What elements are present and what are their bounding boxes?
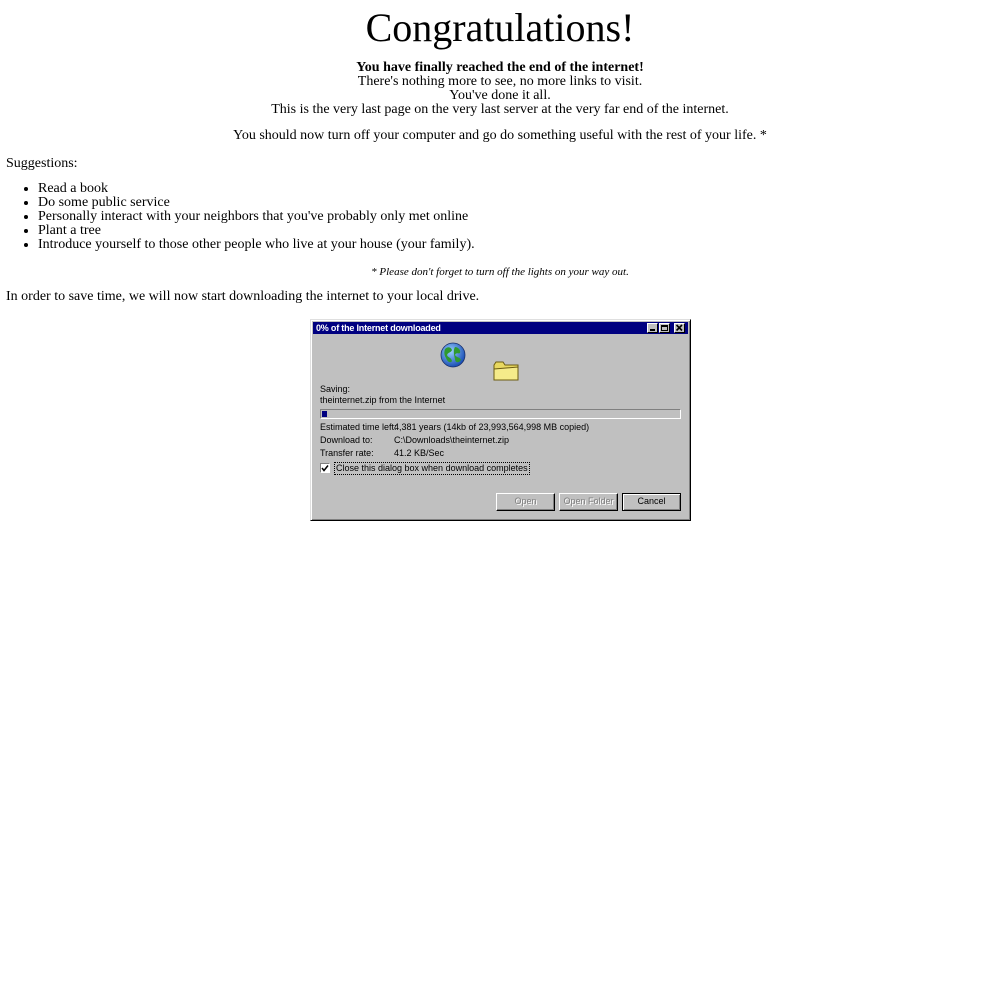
page-title: Congratulations! (365, 5, 635, 50)
transfer-rate-value: 41.2 KB/Sec (394, 448, 445, 458)
maximize-button[interactable] (659, 323, 670, 333)
close-on-complete-label[interactable]: Close this dialog box when download completes (336, 463, 528, 473)
globe-icon (439, 341, 467, 369)
close-icon (675, 324, 684, 332)
progress-fill (322, 411, 327, 417)
list-item: • Introduce yourself to those other people who live at your house (your family). (38, 238, 475, 252)
dialog-title: 0% of the Internet downloaded (316, 323, 441, 333)
list-item: • Read a book (38, 182, 475, 196)
download-progress-bar (320, 409, 681, 419)
saving-label: Saving: (320, 384, 351, 394)
maximize-icon (661, 325, 668, 331)
suggestions-label: Suggestions: (6, 156, 78, 171)
list-item: • Personally interact with your neighbors that you've probably only met online (38, 210, 475, 224)
open-button[interactable]: Open (496, 493, 555, 511)
checkmark-icon (321, 464, 329, 472)
suggestions-list (6, 182, 475, 252)
open-folder-button[interactable]: Open Folder (559, 493, 618, 511)
minimize-button[interactable] (647, 323, 658, 333)
close-on-complete-checkbox[interactable] (320, 463, 330, 473)
saving-filename: theinternet.zip from the Internet (320, 395, 446, 405)
download-to-label: Download to: (320, 435, 373, 445)
footnote: * Please don't forget to turn off the lights on your way out. (371, 266, 629, 278)
intro-headline: You have finally reached the end of the internet! (356, 60, 644, 75)
time-left-value: 4,381 years (14kb of 23,993,564,998 MB copied) (394, 422, 590, 432)
download-notice: In order to save time, we will now start downloading the internet to your local drive. (6, 289, 480, 304)
intro-line: This is the very last page on the very last server at the very far end of the internet. (271, 102, 729, 117)
intro-line: There's nothing more to see, no more links to visit. (357, 74, 643, 89)
dialog-titlebar[interactable] (313, 322, 688, 334)
folder-icon (493, 360, 520, 382)
minimize-icon (650, 329, 655, 331)
list-item: • Do some public service (38, 196, 475, 210)
advice-text: You should now turn off your computer and go do something useful with the rest of your life. * (233, 128, 767, 143)
list-item: • Plant a tree (38, 224, 475, 238)
download-dialog (310, 319, 691, 521)
transfer-rate-label: Transfer rate: (320, 448, 374, 458)
cancel-button[interactable]: Cancel (622, 493, 681, 511)
intro-line: You've done it all. (449, 88, 551, 103)
download-to-value: C:\Downloads\theinternet.zip (394, 435, 510, 445)
close-button[interactable] (674, 323, 685, 333)
time-left-label: Estimated time left: (320, 422, 397, 432)
